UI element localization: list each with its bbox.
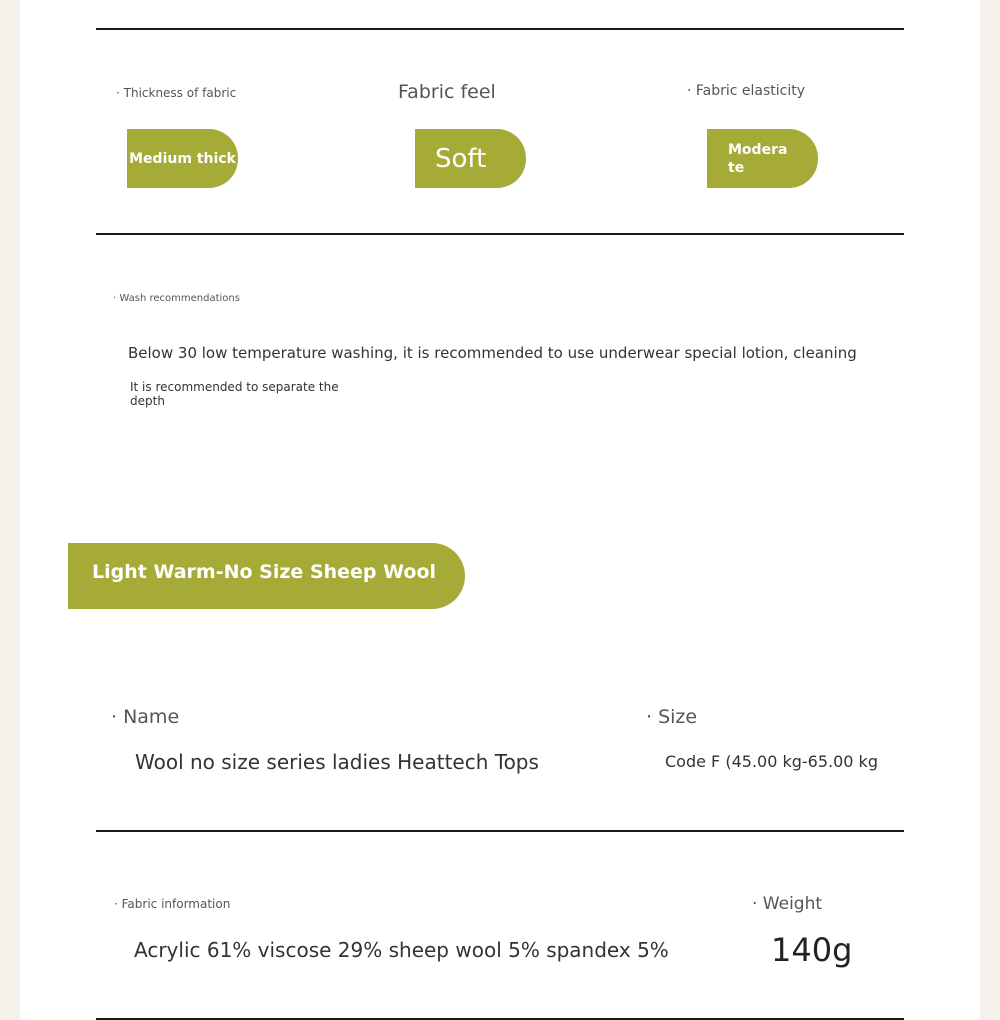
weight-value: 140g [771, 931, 853, 969]
elasticity-value: Moderate [728, 141, 788, 176]
divider-product [96, 830, 904, 832]
divider-top [96, 28, 904, 30]
banner-title: Light Warm-No Size Sheep Wool [92, 561, 437, 583]
product-title-banner [68, 543, 465, 609]
wash-line-1: Below 30 low temperature washing, it is recommended to use underwear special lotion, cleaning [128, 344, 857, 362]
wash-label: · Wash recommendations [113, 293, 240, 304]
feel-value: Soft [435, 143, 487, 174]
fabric-label: · Fabric information [114, 897, 231, 911]
elasticity-label: · Fabric elasticity [687, 83, 806, 99]
thickness-badge [127, 129, 238, 188]
feel-label: Fabric feel [398, 81, 496, 103]
name-label: · Name [111, 706, 180, 728]
wash-line-2b: depth [130, 394, 165, 408]
size-value: Code F (45.00 kg-65.00 kg [665, 752, 878, 771]
name-value: Wool no size series ladies Heattech Tops [135, 750, 539, 774]
thickness-value: Medium thick [129, 150, 236, 167]
feel-badge [415, 129, 526, 188]
divider-attributes [96, 233, 904, 235]
wash-line-2a: It is recommended to separate the [130, 380, 339, 394]
elasticity-badge [707, 129, 818, 188]
size-label: · Size [646, 706, 698, 728]
thickness-label: · Thickness of fabric [116, 86, 237, 100]
fabric-value: Acrylic 61% viscose 29% sheep wool 5% spandex 5% [134, 938, 669, 962]
weight-label: · Weight [752, 894, 823, 914]
